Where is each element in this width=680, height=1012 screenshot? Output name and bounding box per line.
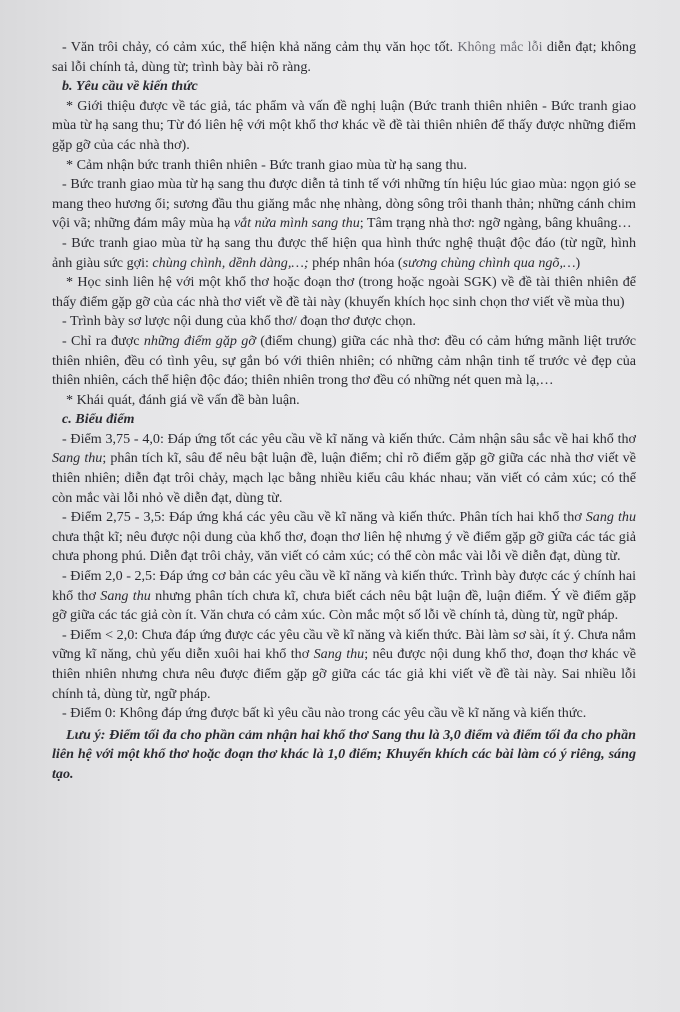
paragraph-score-275-35: - Điểm 2,75 - 3,5: Đáp ứng khá các yêu cầu về kĩ năng và kiến thức. Phân tích hai khổ thơ Sang thu chưa thật kĩ; nêu được nội dung của khổ thơ, đoạn thơ liên hệ nhưng ý về điểm gặp gỡ giữa các tác giả chưa phong phú. Diễn đạt trôi chảy, văn viết có cảm xúc; có thể còn mắc vài lỗi về diễn đạt, dùng từ. — [52, 509, 636, 565]
heading-knowledge-requirements: b. Yêu cầu về kiến thức — [62, 78, 198, 95]
paragraph-score-20-25: - Điểm 2,0 - 2,5: Đáp ứng cơ bản các yêu cầu về kĩ năng và kiến thức. Trình bày được các ý chính hai khổ thơ Sang thu nhưng phân tích chưa kĩ, chưa biết cách nêu bật luận đề, luận điểm. Ý về điểm gặp gỡ giữa các tác giả còn ít. Văn chưa có cảm xúc. Còn mắc một số lỗi về chính tả, dùng từ, ngữ pháp. — [52, 568, 636, 624]
paragraph-score-375-40: - Điểm 3,75 - 4,0: Đáp ứng tốt các yêu cầu về kĩ năng và kiến thức. Cảm nhận sâu sắc về hai khổ thơ Sang thu; phân tích kĩ, sâu để nêu bật luận đề, luận điểm; chỉ rõ điểm gặp gỡ giữa các nhà thơ viết về thiên nhiên; diễn đạt trôi chảy, mạch lạc bằng nhiều kiểu câu khác nhau; văn viết có cảm xúc; có thể còn mắc vài lỗi nhỏ về diễn đạt, dùng từ. — [52, 430, 636, 506]
heading-scoring: c. Biểu điểm — [62, 411, 135, 428]
note-label: Lưu ý: — [66, 726, 106, 743]
note-paragraph — [52, 726, 636, 785]
paragraph-score-0: - Điểm 0: Không đáp ứng được bất kì yêu cầu nào trong các yêu cầu về kĩ năng và kiến thức. — [62, 705, 587, 722]
paragraph-score-below-20: - Điểm < 2,0: Chưa đáp ứng được các yêu cầu về kĩ năng và kiến thức. Bài làm sơ sài, ít ý. Chưa nắm vững kĩ năng, chủ yếu diễn xuôi hai khổ thơ Sang thu; nêu được nội dung khổ thơ, đoạn thơ khác về thiên nhiên nhưng chưa nêu được điểm gặp gỡ giữa các tác giả khi viết về đề tài này. Sai nhiều lỗi chính tả, dùng từ, ngữ pháp. — [52, 626, 636, 702]
note-text: Điểm tối đa cho phần cảm nhận hai khổ thơ Sang thu là 3,0 điểm và điểm tối đa cho phần liên hệ với một khổ thơ hoặc đoạn thơ khác là 1,0 điểm; Khuyến khích các bài làm có ý riêng, sáng tạo. — [52, 726, 636, 782]
paragraph-summary-content: - Trình bày sơ lược nội dung của khổ thơ/ đoạn thơ được chọn. — [62, 313, 416, 330]
paragraph-introduction: * Giới thiệu được về tác giả, tác phẩm và vấn đề nghị luận (Bức tranh thiên nhiên - Bức tranh giao mùa từ hạ sang thu; Từ đó liên hệ với một khổ thơ khác về đề tài thiên nhiên để thấy được những điểm gặp gỡ của các nhà thơ). — [52, 97, 636, 153]
paragraph-style-criteria: - Văn trôi chảy, có cảm xúc, thể hiện khả năng cảm thụ văn học tốt. Không mắc lỗi diễn đạt; không sai lỗi chính tả, dùng từ; trình bày bài rõ ràng. — [52, 39, 636, 75]
paragraph-perception: * Cảm nhận bức tranh thiên nhiên - Bức tranh giao mùa từ hạ sang thu. — [66, 156, 468, 173]
paragraph-generalize: * Khái quát, đánh giá về vấn đề bàn luận. — [66, 391, 300, 408]
paragraph-meeting-points: - Chỉ ra được những điểm gặp gỡ (điểm chung) giữa các nhà thơ: đều có cảm hứng mãnh liệt trước thiên nhiên, đều có tình yêu, sự gắn bó với thiên nhiên; có những cảm nhận tinh tế trước vẻ đẹp của thiên nhiên, cách thể hiện độc đáo; thiên nhiên trong thơ đều có những nét quen mà lạ,… — [52, 332, 636, 389]
paragraph-artistic-form: - Bức tranh giao mùa từ hạ sang thu được thể hiện qua hình thức nghệ thuật độc đáo (từ ngữ, hình ảnh giàu sức gợi: chùng chình, dềnh dàng,…; phép nhân hóa (sương chùng chình qua ngõ,…) — [52, 234, 636, 271]
paragraph-connection: * Học sinh liên hệ với một khổ thơ hoặc đoạn thơ (trong hoặc ngoài SGK) về đề tài thiên nhiên để thấy điểm gặp gỡ của các nhà thơ viết về đề tài này (khuyến khích học sinh chọn thơ viết về mùa thu) — [52, 274, 636, 310]
paragraph-transition-signals: - Bức tranh giao mùa từ hạ sang thu được diễn tả tinh tế với những tín hiệu lúc giao mùa: ngọn gió se mang theo hương ổi; sương đầu thu giăng mắc nhẹ nhàng, dòng sông trôi thanh thản; những cánh chim vội vã; những đám mây mùa hạ vắt nửa mình sang thu; Tâm trạng nhà thơ: ngỡ ngàng, bâng khuâng… — [52, 176, 636, 232]
